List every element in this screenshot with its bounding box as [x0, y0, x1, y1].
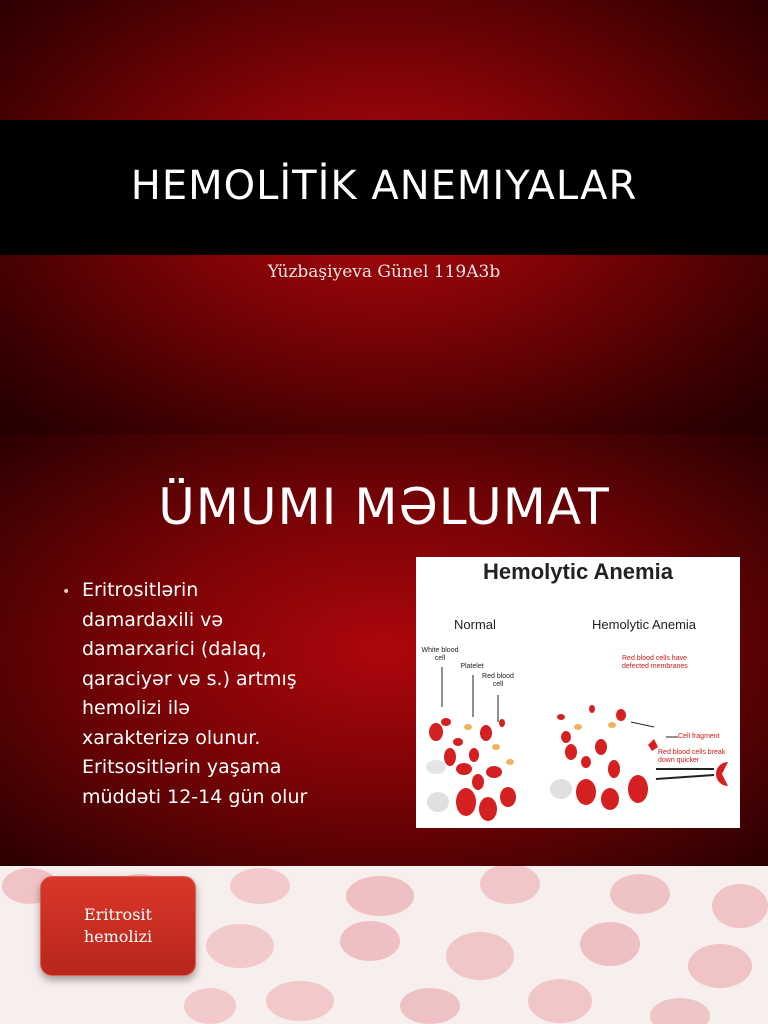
bullet-dot: •: [62, 584, 71, 600]
title-slide: [0, 0, 768, 434]
bullet-line: damardaxili və: [82, 608, 224, 631]
fragment-label: Cell fragment: [678, 733, 720, 740]
hemolytic-label: Hemolytic Anemia: [592, 617, 697, 632]
bullet-line: Eritsositlərin yaşama: [82, 756, 282, 778]
platelet-label: Platelet: [460, 663, 484, 670]
rbc-label: Red blood cell: [482, 673, 514, 688]
bullet-line: damarxarici (dalaq,: [82, 638, 268, 660]
figure-title: Hemolytic Anemia: [483, 559, 673, 584]
bullet-line: qaraciyər və s.) artmış: [82, 667, 297, 690]
blood-cells-illustration: [416, 557, 740, 828]
author-subtitle: Yüzbaşiyeva Günel 119A3b: [267, 262, 501, 282]
hemolytic-anemia-figure: [416, 557, 740, 828]
button-line-1: Eritrosit: [84, 905, 152, 924]
break-label: Red blood cells break down quicker: [658, 749, 726, 764]
bullet-line: xarakterizə olunur.: [82, 726, 261, 749]
bullet-text: [82, 576, 372, 812]
normal-label: Normal: [454, 617, 496, 632]
section-heading: ÜMUMI MƏLUMAT: [158, 478, 610, 536]
eritrosit-hemolizi-button[interactable]: [40, 876, 196, 976]
normal-cells-group: [426, 667, 516, 821]
page-title: HEMOLİTİK ANEMIYALAR: [130, 163, 638, 209]
defected-label: Red blood cells have defected membranes: [622, 655, 688, 670]
bullet-line: Eritrositlərin: [82, 579, 199, 601]
button-line-2: hemolizi: [83, 927, 153, 946]
info-slide: [0, 434, 768, 866]
wbc-label: White blood cell: [421, 647, 459, 662]
bullet-line: müddəti 12-14 gün olur: [82, 785, 308, 808]
blood-cells-slide: [0, 866, 768, 1024]
bullet-line: hemolizi ilə: [82, 697, 190, 719]
